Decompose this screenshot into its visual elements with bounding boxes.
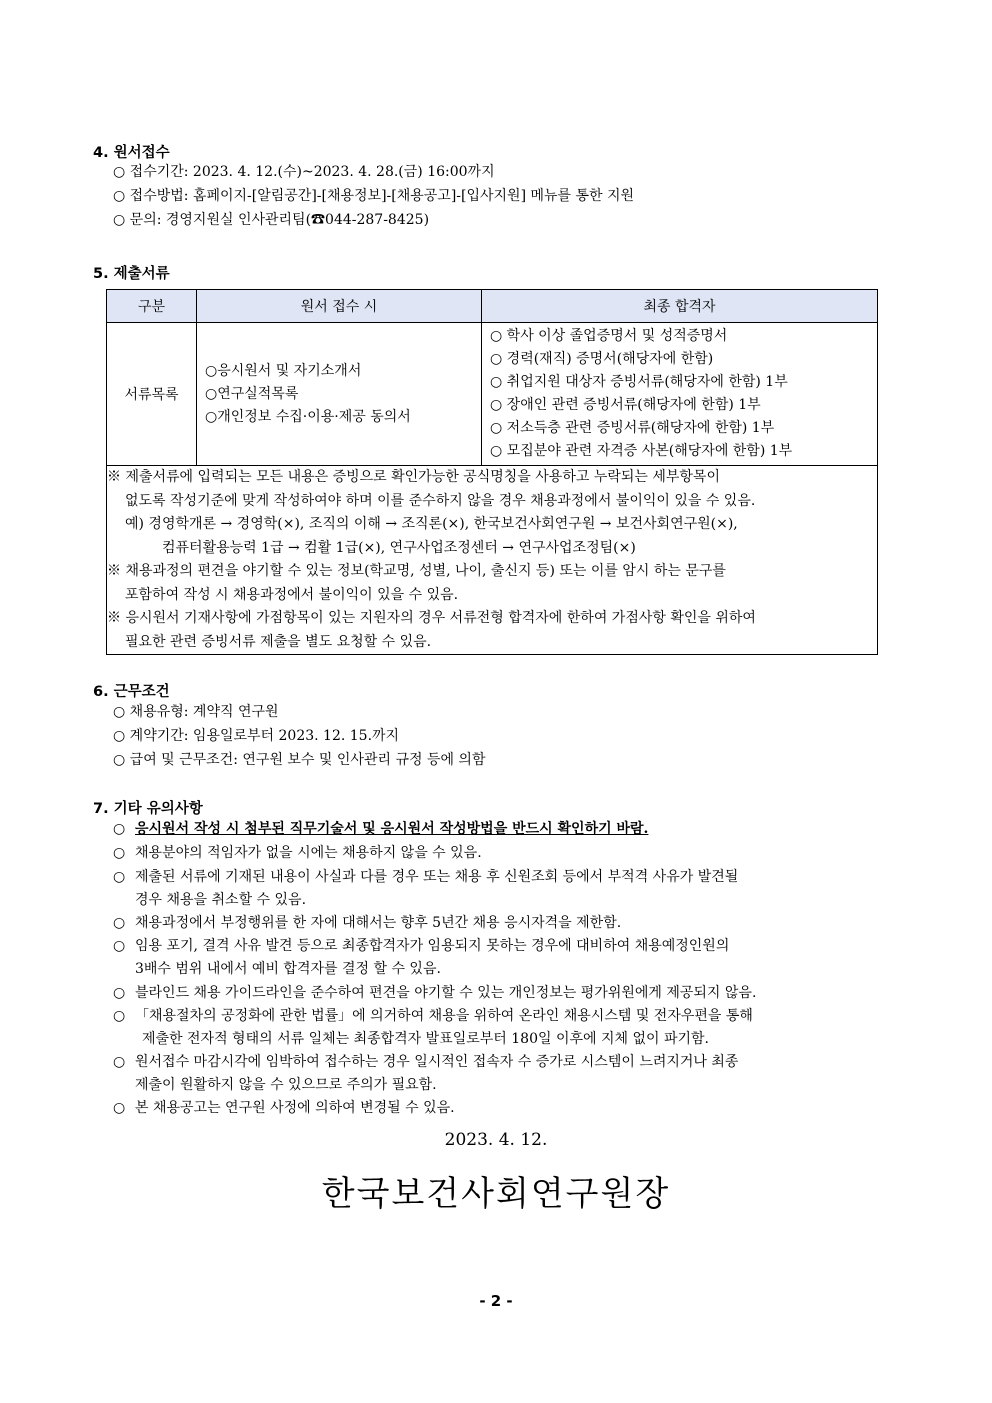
bullet: ○: [113, 1054, 126, 1070]
s7-item: [113, 1050, 738, 1074]
s4-item-period: ○ 접수기간: 2023. 4. 12.(수)~2023. 4. 28.(금) 16:00까지: [113, 164, 495, 180]
s7-text: 「채용절차의 공정화에 관한 법률」에 의거하여 채용을 위하여 온라인 채용시스템 및 전자우편을 통해: [135, 1008, 753, 1024]
apply-doc-item: ○응시원서 및 자기소개서: [205, 362, 362, 379]
bullet: ○: [113, 915, 126, 931]
table-row: [107, 323, 878, 466]
final-docs-cell: [482, 323, 878, 466]
s7-item: [113, 817, 648, 841]
apply-doc-item: ○개인정보 수집·이용·제공 동의서: [205, 408, 411, 425]
page-number: - 2 -: [479, 1292, 513, 1310]
s7-item: [113, 1004, 753, 1028]
s7-continuation: 제출한 전자적 형태의 서류 일체는 최종합격자 발표일로부터 180일 이후에 지체 없이 파기함.: [142, 1031, 709, 1047]
s7-continuation: 제출이 원활하지 않을 수 있으므로 주의가 필요함.: [135, 1077, 437, 1093]
note-line: 필요한 관련 증빙서류 제출을 별도 요청할 수 있음.: [125, 633, 432, 650]
s7-emphasis-text: 응시원서 작성 시 첨부된 직무기술서 및 응시원서 작성방법을 반드시 확인하기 바람.: [135, 821, 649, 837]
header-category: 구분: [107, 290, 197, 323]
apply-docs-cell: [197, 323, 482, 466]
bullet: ○: [113, 869, 126, 885]
section-5-title: 5. 제출서류: [93, 266, 170, 282]
header-final: 최종 합격자: [482, 290, 878, 323]
section-6-title: 6. 근무조건: [93, 684, 170, 700]
s7-item: [113, 981, 756, 1005]
s7-text: 본 채용공고는 연구원 사정에 의하여 변경될 수 있음.: [135, 1100, 455, 1116]
note-line: 포함하여 작성 시 채용과정에서 불이익이 있을 수 있음.: [125, 586, 459, 603]
bullet: ○: [113, 1100, 126, 1116]
s7-text: 채용과정에서 부정행위를 한 자에 대해서는 향후 5년간 채용 응시자격을 제한함.: [135, 915, 622, 931]
s7-text: 임용 포기, 결격 사유 발견 등으로 최종합격자가 임용되지 못하는 경우에 대비하여 채용예정인원의: [135, 938, 730, 954]
s7-continuation: 경우 채용을 취소할 수 있음.: [135, 892, 307, 908]
s7-text: 블라인드 채용 가이드라인을 준수하여 편견을 야기할 수 있는 개인정보는 평가위원에게 제공되지 않음.: [135, 985, 757, 1001]
final-doc-item: ○ 취업지원 대상자 증빙서류(해당자에 한함) 1부: [490, 374, 788, 390]
s7-text: 원서접수 마감시각에 임박하여 접수하는 경우 일시적인 접속자 수 증가로 시스템이 느려지거나 최종: [135, 1054, 739, 1070]
note-line: ※ 채용과정의 편견을 야기할 수 있는 정보(학교명, 성별, 나이, 출신지 등) 또는 이를 암시 하는 문구를: [107, 563, 726, 579]
s4-item-contact: ○ 문의: 경영지원실 인사관리팀(☎044-287-8425): [113, 212, 430, 228]
bullet: ○: [113, 845, 126, 861]
s7-item: [113, 1096, 455, 1120]
section-4-title: 4. 원서접수: [93, 145, 170, 161]
s6-item-type: ○ 채용유형: 계약직 연구원: [113, 704, 279, 720]
bullet: ○: [113, 938, 126, 954]
apply-doc-item: ○연구실적목록: [205, 385, 299, 402]
notes-cell: [107, 466, 878, 655]
bullet: ○: [113, 821, 126, 837]
header-apply: 원서 접수 시: [197, 290, 482, 323]
s6-item-salary: ○ 급여 및 근무조건: 연구원 보수 및 인사관리 규정 등에 의함: [113, 752, 486, 768]
final-doc-item: ○ 모집분야 관련 자격증 사본(해당자에 한함) 1부: [490, 443, 793, 459]
s7-continuation: 3배수 범위 내에서 예비 합격자를 결정 할 수 있음.: [135, 961, 441, 977]
row-label: 서류목록: [107, 323, 197, 466]
note-line: 컴퓨터활용능력 1급 → 컴활 1급(×), 연구사업조정센터 → 연구사업조정팀(×): [162, 539, 636, 556]
s7-text: 채용분야의 적임자가 없을 시에는 채용하지 않을 수 있음.: [135, 845, 482, 861]
s6-item-period: ○ 계약기간: 임용일로부터 2023. 12. 15.까지: [113, 728, 400, 744]
section-7-title: 7. 기타 유의사항: [93, 801, 203, 817]
s7-item: [113, 865, 738, 889]
bullet: ○: [113, 985, 126, 1001]
final-doc-item: ○ 저소득층 관련 증빙서류(해당자에 한함) 1부: [490, 420, 775, 436]
announcement-date: 2023. 4. 12.: [444, 1130, 548, 1150]
table-header-row: [107, 290, 878, 323]
note-line: ※ 제출서류에 입력되는 모든 내용은 증빙으로 확인가능한 공식명칭을 사용하고 누락되는 세부항목이: [107, 469, 720, 485]
final-doc-item: ○ 학사 이상 졸업증명서 및 성적증명서: [490, 328, 728, 344]
s4-item-method: ○ 접수방법: 홈페이지-[알림공간]-[채용정보]-[채용공고]-[입사지원] 메뉴를 통한 지원: [113, 188, 635, 204]
bullet: ○: [113, 1008, 126, 1024]
documents-table: [106, 289, 878, 655]
note-line: 없도록 작성기준에 맞게 작성하여야 하며 이를 준수하지 않을 경우 채용과정에서 불이익이 있을 수 있음.: [125, 492, 756, 509]
table-notes-row: [107, 466, 878, 655]
note-line: ※ 응시원서 기재사항에 가점항목이 있는 지원자의 경우 서류전형 합격자에 한하여 가점사항 확인을 위하여: [107, 610, 756, 626]
signature-title: 한국보건사회연구원장: [321, 1174, 671, 1214]
note-line: 예) 경영학개론 → 경영학(×), 조직의 이해 → 조직론(×), 한국보건사회연구원 → 보건사회연구원(×),: [125, 516, 738, 532]
s7-item: [113, 934, 729, 958]
s7-text: 제출된 서류에 기재된 내용이 사실과 다를 경우 또는 채용 후 신원조회 등에서 부적격 사유가 발견될: [135, 869, 739, 885]
s7-item: [113, 911, 621, 935]
final-doc-item: ○ 장애인 관련 증빙서류(해당자에 한함) 1부: [490, 397, 761, 413]
s7-item: [113, 841, 482, 865]
final-doc-item: ○ 경력(재직) 증명서(해당자에 한함): [490, 351, 714, 367]
